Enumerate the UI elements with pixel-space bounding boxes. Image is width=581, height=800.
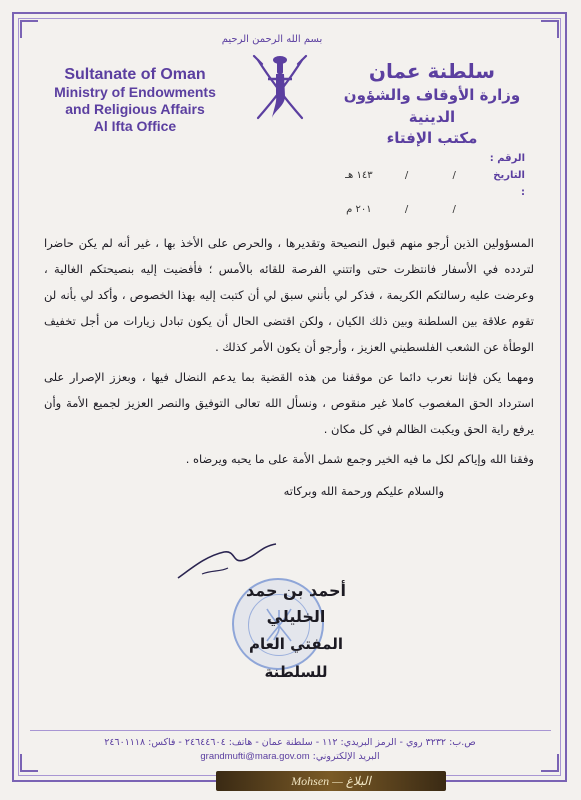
reference-date-hijri-row: [345, 167, 525, 201]
border-corner-ornament: [541, 754, 559, 772]
body-paragraph-1: المسؤولين الذين أرجو منهم قبول النصيحة وتقديرها ، والحرص على الأخذ بها ، غير أنه لم يكن حاضرا لتردده في الأسفار فانتظرت حتى واتتني الفرصة للقائه بالأمس ؛ فأفضيت إليه بنصيحتكم الغالية ، وعرضت عليه رسالتكم الكريمة ، فذكر لي بأنني سبق لي أن كتبت إليه بهذا الخصوص ، وأكد لي بأنه لن تقوم علاقة بين السلطنة وبين ذلك الكيان ، ولكن اقتضى الحال أن يكون تبادل زيارات من أجل تخفيف الوطأة عن الشعب الفلسطيني العزيز ، وأرجو أن يكون الأمر كذلك .: [44, 236, 534, 354]
letterhead-ministry-line1: Ministry of Endowments: [54, 84, 216, 100]
signatory-title: المفتي العام للسلطنة: [248, 635, 343, 681]
oman-khanjar-emblem-icon: [248, 52, 312, 126]
footer-address: ص.ب: ٣٢٣٢ روي - الرمز البريدي: ١١٢ - سلطنة عمان - هاتف: ٢٤٦٤٤٦٠٤ - فاكس: ٢٤٦٠١١١٨: [104, 737, 476, 748]
footer-contact: [40, 736, 540, 764]
date-separator: /: [452, 170, 456, 181]
reference-date-label: التاريخ :: [493, 170, 525, 198]
letterhead-arabic-country: سلطنة عمان: [368, 59, 496, 83]
footer-email-row: [40, 750, 540, 764]
date-separator: /: [404, 170, 409, 181]
reference-block: [345, 150, 525, 218]
letter-body: [44, 230, 534, 508]
footer-email-label: البريد الإلكتروني:: [312, 751, 380, 762]
footer-divider: [30, 730, 551, 731]
signatory-block: [221, 578, 371, 686]
body-paragraph-2: ومهما يكن فإننا نعرب دائما عن موقفنا من هذه القضية بما يدعم النضال فيها ، وبعزز الإصرار على استرداد الحق المغصوب كاملا غير منقوص ، ونسأل الله تعالى التوفيق والنصر العزيز لجميع الأمة وأن يرفع راية الحق ويكبت الظالم في كل مكان .: [44, 370, 534, 436]
letterhead-english: [40, 66, 230, 135]
reference-number-label: الرقم :: [489, 153, 525, 164]
border-corner-ornament: [20, 754, 38, 772]
reference-date-gregorian-row: [345, 201, 525, 218]
hijri-year: ١٤٣ هـ: [345, 170, 373, 181]
border-corner-ornament: [541, 20, 559, 38]
gregorian-year: ٢٠١ م: [346, 204, 372, 215]
date-separator: /: [452, 204, 456, 215]
basmala: بسم الله الرحمن الرحيم: [221, 34, 323, 45]
footer-email: grandmufti@mara.gov.om: [200, 751, 310, 762]
body-paragraph-3: وفقنا الله وإياكم لكل ما فيه الخير وجمع شمل الأمة على ما يحبه ويرضاه .: [185, 452, 534, 466]
letterhead-arabic-office: مكتب الإفتاء: [386, 129, 478, 147]
site-watermark: Mohsen — البلاغ: [216, 771, 446, 791]
letterhead-arabic: [327, 58, 537, 148]
letterhead-country: Sultanate of Oman: [64, 66, 206, 83]
letterhead-office: Al Ifta Office: [93, 118, 177, 134]
closing-salutation: والسلام عليكم ورحمة الله وبركاته: [283, 484, 444, 498]
letterhead-ministry-line2: and Religious Affairs: [65, 101, 205, 117]
signatory-name: أحمد بن حمد الخليلي: [245, 581, 347, 626]
letterhead-arabic-ministry: وزارة الأوقاف والشؤون الدينية: [343, 86, 521, 126]
reference-number-row: [345, 150, 525, 167]
date-separator: /: [404, 204, 409, 215]
border-corner-ornament: [20, 20, 38, 38]
